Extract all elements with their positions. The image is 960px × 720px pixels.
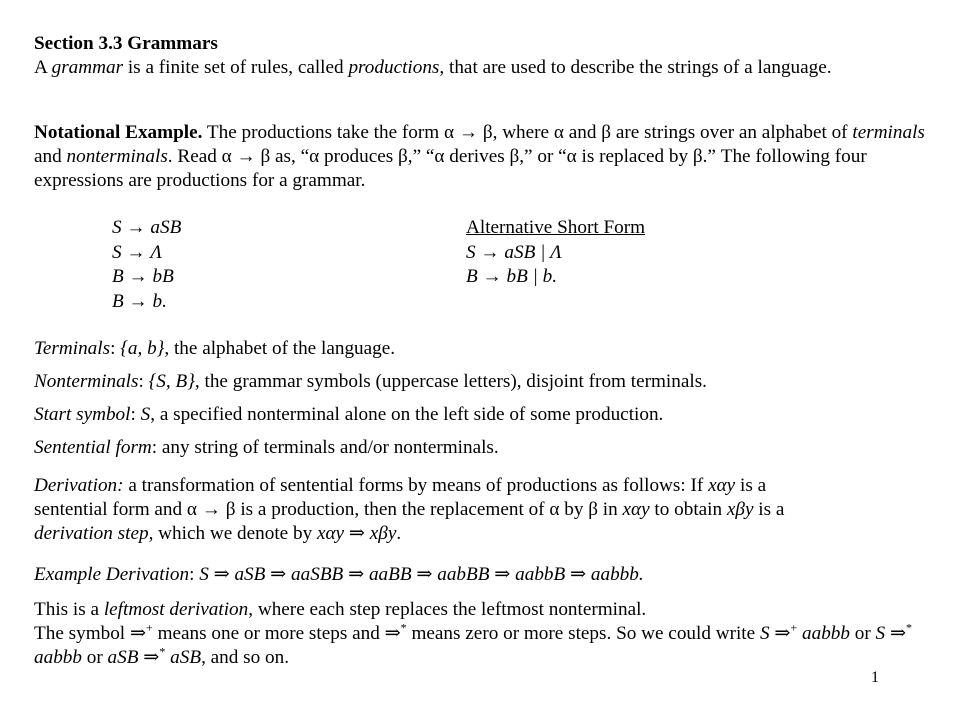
page-number: 1 (871, 669, 879, 686)
production-line: B → b. (112, 290, 167, 312)
leftmost-paragraph: This is a leftmost derivation, where each step replaces the leftmost nonterminal. The symbol ⇒+ means one or more steps and ⇒* means zero or more steps. So we could write S ⇒+ aabbb or S ⇒* aabbb or aSB ⇒* aSB, and so on. (34, 599, 913, 668)
nonterminals-definition: Nonterminals: {S, B}, the grammar symbols (uppercase letters), disjoint from terminals. (34, 371, 707, 392)
production-list (112, 216, 181, 314)
production-line: B → bB (112, 266, 174, 287)
notational-paragraph: Notational Example. The productions take the form α → β, where α and β are strings over an alphabet of terminals and nonterminals. Read α → β as, “α produces β,” “α derives β,” or “α is replaced by β.” The following four expressions are productions for a grammar. (34, 122, 925, 191)
alternative-header: Alternative Short Form (466, 217, 646, 238)
production-line: S → Λ (112, 241, 162, 263)
example-derivation: Example Derivation: S ⇒ aSB ⇒ aaSBB ⇒ aaBB ⇒ aabBB ⇒ aabbB ⇒ aabbb. (34, 564, 644, 585)
alternative-short-form (466, 216, 645, 290)
derivation-paragraph: Derivation: a transformation of sentential forms by means of productions as follows: If xαy is a sentential form and α → β is a production, then the replacement of α by β in xαy to obtain xβy is a derivation step, which we denote by xαy ⇒ xβy. (34, 475, 785, 544)
sentential-form-definition: Sentential form: any string of terminals and/or nonterminals. (34, 437, 499, 458)
start-symbol-definition: Start symbol: S, a specified nonterminal alone on the left side of some production. (34, 404, 664, 425)
terminals-definition: Terminals: {a, b}, the alphabet of the language. (34, 338, 396, 359)
alternative-line: S → aSB | Λ (466, 241, 562, 263)
intro-paragraph: A grammar is a finite set of rules, called productions, that are used to describe the strings of a language. (34, 57, 832, 78)
production-line: S → aSB (112, 217, 182, 238)
section-title: Section 3.3 Grammars (34, 33, 218, 54)
alternative-line: B → bB | b. (466, 266, 558, 287)
